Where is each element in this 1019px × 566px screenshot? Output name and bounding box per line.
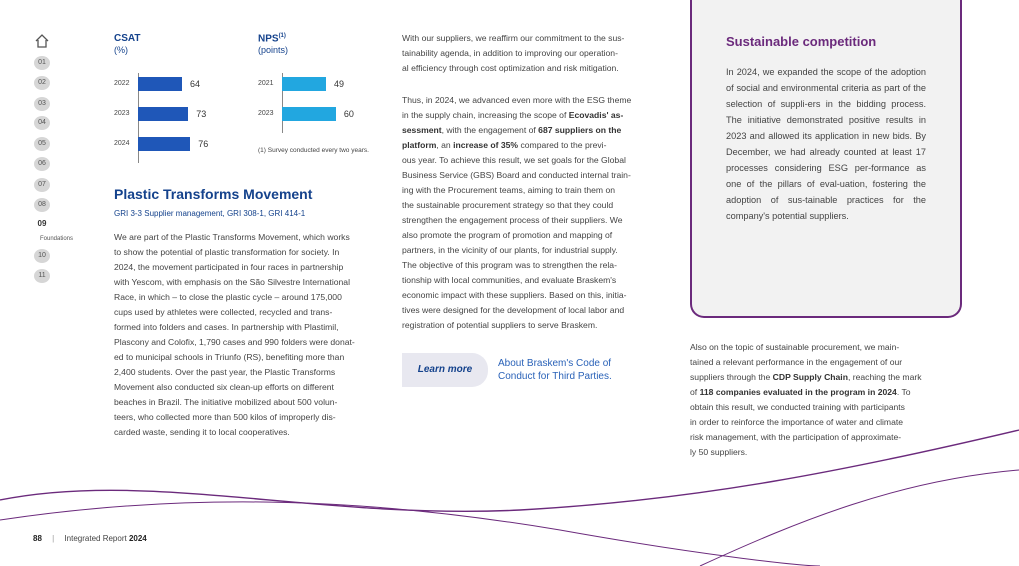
- csat-value-label: 76: [198, 139, 209, 149]
- nav-chapter-11[interactable]: 11: [34, 269, 50, 283]
- nps-value-label: 49: [334, 79, 345, 89]
- nav-chapter-02[interactable]: 02: [34, 76, 50, 90]
- text-line: Movement also conducted six clean-up efforts on different: [114, 382, 334, 392]
- text-line: We are part of the Plastic Transforms Movement, which works: [114, 232, 350, 242]
- learn-more-button[interactable]: Learn more: [402, 353, 488, 387]
- cdp-paragraph: Also on the topic of sustainable procurement, we main- tained a relevant performance in the engagement of our suppliers through the CDP Supply Chain, reaching the mark of 118 companies evaluated in the program in 2024. To obtain this result, we conducted training with participants in order to reinforce the importance of water and climate risk management, with the participation of approximate- ly 50 suppliers.: [690, 340, 962, 460]
- text-line: cups used by athletes were collected, recycled and trans-: [114, 307, 333, 317]
- text-line: Plascony and Colofix, 1,790 cases and 990 folders were donat-: [114, 337, 355, 347]
- text-line: 2024, the movement participated in four races in partnership: [114, 262, 344, 272]
- nps-category-label: 2023: [258, 110, 274, 117]
- csat-value-label: 73: [196, 109, 207, 119]
- text-line: economic impact with these suppliers. Based on this, initia-: [402, 290, 627, 300]
- plastic-body: [114, 230, 386, 440]
- nav-chapter-04[interactable]: 04: [34, 116, 50, 130]
- nav-chapter-05[interactable]: 05: [34, 137, 50, 151]
- gri-reference: GRI 3-3 Supplier management, GRI 308-1, GRI 414-1: [114, 209, 306, 218]
- page-footer: [33, 534, 147, 543]
- text-line: carded waste, sending it to local cooperatives.: [114, 427, 290, 437]
- text-line: to show the potential of plastic transformation for society. In: [114, 247, 340, 257]
- home-icon[interactable]: [34, 33, 50, 49]
- csat-category-label: 2023: [114, 110, 130, 117]
- csat-unit: (%): [114, 45, 128, 55]
- ecovadis-paragraph: Thus, in 2024, we advanced even more with the ESG theme in the supply chain, increasing the scope of Ecovadis' as- sessment, with the engagement of 687 suppliers on the platform, an increase of 35% compared to the previ- ous year. To achieve this result, we set goals for the Global Business Service (GBS) Board and conducted internal train- ing with the Procurement teams, aiming to train them on the sustainable procurement strategy so that they could strengthen the engagement process of their suppliers. We also promote the program of promotion and mapping of partners, in the vicinity of our plants, for industrial supply. The objective of this program was to strengthen the rela- tionship with local communities, and evaluate Braskem's economic impact with these suppliers. Based on this, initia- tives were designed for the development of local labor and registration of potential suppliers to serve Braskem.: [402, 93, 674, 333]
- csat-value-label: 64: [190, 79, 201, 89]
- text-line: With our suppliers, we reaffirm our commitment to the sus-: [402, 33, 625, 43]
- nps-bar: [282, 77, 326, 91]
- suppliers-intro: [402, 31, 674, 76]
- nav-chapter-01[interactable]: 01: [34, 56, 50, 70]
- nps-category-label: 2021: [258, 80, 274, 87]
- nav-active-caption: Foundations: [40, 236, 74, 242]
- text-line: tionship with local communities, and evaluate Braskem's: [402, 275, 617, 285]
- text-line: Business Service (GBS) Board and conducted internal train-: [402, 170, 631, 180]
- text-line: with Yescom, with emphasis on the São Silvestre International: [114, 277, 350, 287]
- report-name: Integrated Report: [64, 534, 127, 543]
- nps-bar: [282, 107, 336, 121]
- text-line: also promote the program of promotion and mapping of: [402, 230, 613, 240]
- csat-bar: [138, 77, 182, 91]
- text-line: ed to municipal schools in Triunfo (RS), benefiting more than: [114, 352, 345, 362]
- nav-chapter-03[interactable]: 03: [34, 97, 50, 111]
- report-year: 2024: [128, 534, 147, 543]
- text-line: beaches in Brazil. The initiative mobilized about 500 volun-: [114, 397, 338, 407]
- text-line: ing with the Procurement teams, aiming to train them on: [402, 185, 616, 195]
- text-line: Race, in which – to close the plastic cycle – around 175,000: [114, 292, 342, 302]
- text-line: tainability agenda, in addition to improving our operation-: [402, 48, 618, 58]
- nps-footnote: (1) Survey conducted every two years.: [258, 147, 369, 154]
- nps-unit: (points): [258, 45, 289, 55]
- nav-chapter-09[interactable]: 09: [34, 217, 50, 231]
- text-line: the sustainable procurement strategy so that they could: [402, 200, 614, 210]
- text-line: risk management, with the participation of approximate-: [690, 432, 902, 442]
- footer-separator: |: [52, 534, 55, 543]
- nav-chapter-08[interactable]: 08: [34, 198, 50, 212]
- csat-title: CSAT: [114, 33, 141, 44]
- csat-category-label: 2024: [114, 140, 130, 147]
- section-title: Plastic Transforms Movement: [114, 186, 313, 202]
- nav-chapter-10[interactable]: 10: [34, 249, 50, 263]
- text-line: 2,400 students. Over the past year, the Plastic Transforms: [114, 367, 336, 377]
- text-line: obtain this result, we conducted training with participants: [690, 402, 905, 412]
- text-line: al efficiency through cost optimization and risk mitigation.: [402, 63, 619, 73]
- nps-title: NPS$^{(1)}$: [258, 33, 286, 45]
- csat-bar: [138, 137, 190, 151]
- box-title: Sustainable competition: [726, 34, 877, 49]
- page-number: 88: [33, 534, 42, 543]
- nps-value-label: 60: [343, 109, 354, 119]
- box-text: In 2024, we expanded the scope of the adoption of social and environmental criteria as part of the selection of suppli-ers in the bidding process. The initiative demonstrated positive results in 2023 and allowed its application in new bids. By December, we had already counted at least 17 processes considering ESG per-formance as one of the pillars of eval-uation, fostering the adoption of sus-tainable practices for the company's potential suppliers.: [726, 67, 926, 221]
- nav-chapter-06[interactable]: 06: [34, 157, 50, 171]
- csat-category-label: 2022: [114, 80, 130, 87]
- text-line: tives were designed for the development of local labor and: [402, 305, 625, 315]
- text-line: partners, in the vicinity of our plants, for industrial supply.: [402, 245, 618, 255]
- text-line: teers, who collected more than 500 kilos of improperly dis-: [114, 412, 336, 422]
- text-line: ly 50 suppliers.: [690, 447, 748, 457]
- csat-bar: [138, 107, 188, 121]
- text-line: ous year. To achieve this result, we set goals for the Global: [402, 155, 626, 165]
- code-of-conduct-link[interactable]: About Braskem's Code of Conduct for Third Parties.: [498, 358, 612, 382]
- nav-chapter-07[interactable]: 07: [34, 178, 50, 192]
- text-line: registration of potential suppliers to serve Braskem.: [402, 320, 598, 330]
- text-line: strengthen the engagement process of their suppliers. We: [402, 215, 623, 225]
- text-line: The objective of this program was to strengthen the rela-: [402, 260, 617, 270]
- text-line: formed into folders and cases. In partnership with Plastimil,: [114, 322, 339, 332]
- text-line: in order to reinforce the importance of water and climate: [690, 417, 904, 427]
